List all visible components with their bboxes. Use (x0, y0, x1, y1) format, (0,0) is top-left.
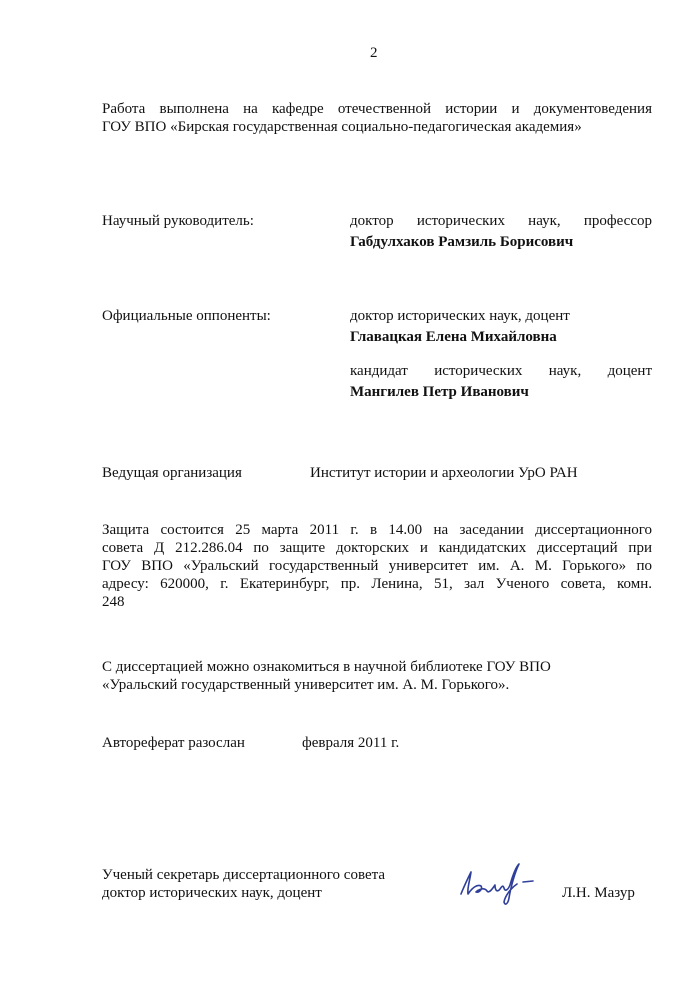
supervisor-block (350, 212, 652, 251)
intro-line-2: ГОУ ВПО «Бирская государственная социально-педагогическая академия» (102, 119, 582, 135)
leading-org-label: Ведущая организация (102, 465, 242, 481)
opponent-2 (350, 362, 652, 401)
defense-paragraph (102, 521, 652, 611)
sent-label: Автореферат разослан (102, 735, 245, 751)
supervisor-label: Научный руководитель: (102, 213, 254, 229)
library-paragraph (102, 658, 662, 694)
intro-line-1: Работа выполнена на кафедре отечественной истории и документоведения (102, 101, 652, 117)
opponent-1-name: Главацкая Елена Михайловна (350, 329, 557, 345)
defense-line: Защита состоится 25 марта 2011 г. в 14.00 на заседании диссертационного (102, 522, 652, 538)
supervisor-name: Габдулхаков Рамзиль Борисович (350, 234, 574, 250)
supervisor-title: доктор исторических наук, профессор (350, 213, 652, 229)
sent-date: февраля 2011 г. (302, 735, 400, 751)
opponent-1-title: доктор исторических наук, доцент (350, 308, 570, 324)
defense-last-line: 248 (102, 594, 125, 610)
secretary-line-1: Ученый секретарь диссертационного совета (102, 867, 385, 883)
secretary-block (102, 866, 385, 902)
defense-line: ГОУ ВПО «Уральский государственный университет им. А. М. Горького» по (102, 558, 652, 574)
opponent-2-name: Мангилев Петр Иванович (350, 384, 529, 400)
leading-org-value: Институт истории и археологии УрО РАН (310, 465, 578, 481)
opponent-2-title: кандидат исторических наук, доцент (350, 363, 652, 379)
library-line-1: С диссертацией можно ознакомиться в научной библиотеке ГОУ ВПО (102, 659, 551, 675)
page-number: 2 (370, 45, 378, 61)
opponents-label: Официальные оппоненты: (102, 308, 271, 324)
defense-line: совета Д 212.286.04 по защите докторских и кандидатских диссертаций при (102, 540, 652, 556)
secretary-line-2: доктор исторических наук, доцент (102, 885, 322, 901)
library-line-2: «Уральский государственный университет им. А. М. Горького». (102, 677, 510, 693)
defense-line: адресу: 620000, г. Екатеринбург, пр. Ленина, 51, зал Ученого совета, комн. (102, 576, 652, 592)
secretary-name: Л.Н. Мазур (562, 885, 635, 901)
signature (455, 858, 545, 908)
intro-block (102, 100, 652, 136)
opponent-1 (350, 307, 652, 346)
